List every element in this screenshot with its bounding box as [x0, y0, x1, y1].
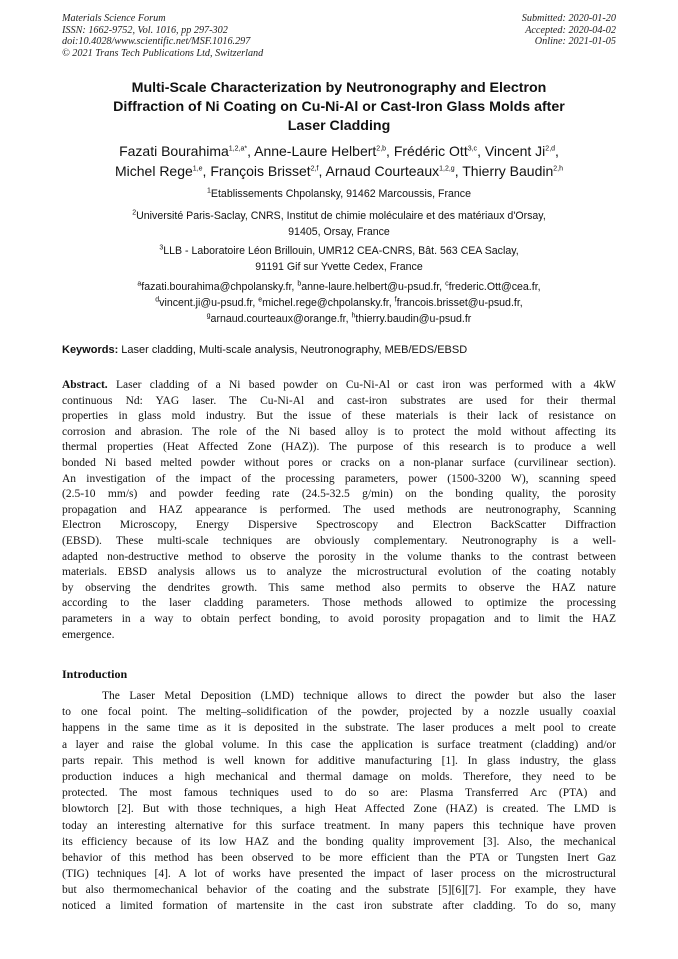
- journal-copyright: © 2021 Trans Tech Publications Ltd, Switzerland: [62, 47, 264, 59]
- author: Fazati Bourahima$^{1,2,a*}$,: [119, 143, 255, 159]
- email-line: $^d$vincent.ji@u-psud.fr, $^e$michel.rege@chpolansky.fr, $^f$francois.brisset@u-psud.fr,: [155, 296, 523, 309]
- email-link[interactable]: frederic.Ott@cea.fr,: [448, 281, 541, 293]
- intro-line: behavior of this method has been observed to be more efficient than the PTA or Tungsten Inert Gaz: [62, 851, 616, 864]
- abstract-line: An investigation of the impact of the processing parameters, power (1500-3200 W), scanning speed: [62, 472, 616, 485]
- abstract: [62, 378, 616, 643]
- intro-line: to one focal point. The melting–solidification of the powder, projected by a nozzle usually coaxial: [62, 706, 616, 719]
- author: Vincent Ji$^{2,d}$,: [484, 143, 559, 159]
- affiliation: $^2$Université Paris-Saclay, CNRS, Institut de chimie moléculaire et des matériaux d'Orsay, 91405, Orsay, France: [132, 209, 546, 238]
- keywords-text: Laser cladding, Multi-scale analysis, Neutronography, MEB/EDS/EBSD: [118, 344, 468, 356]
- intro-line: happens in the same time as it is deposited in the substrate. The laser produces a melt pool to create: [62, 722, 616, 735]
- journal-doi: doi:10.4028/www.scientific.net/MSF.1016.297: [62, 36, 251, 48]
- section-heading: Introduction: [62, 667, 128, 681]
- email-link[interactable]: fazati.bourahima@chpolansky.fr,: [141, 281, 298, 293]
- author: Michel Rege$^{1,e}$,: [114, 163, 211, 179]
- abstract-line: (EBSD). These multi-scale techniques are obviously complementary. Neutronography is a well-: [62, 534, 616, 547]
- email-link[interactable]: arnaud.courteaux@orange.fr,: [210, 313, 352, 325]
- title-line: Diffraction of Ni Coating on Cu-Ni-Al or Cast-Iron Glass Molds after: [113, 99, 565, 115]
- accepted-date: Accepted: 2020-04-02: [525, 24, 616, 36]
- abstract-line: Abstract. Laser cladding of a Ni based powder on Cu-Ni-Al or cast iron was performed with a 4kW: [62, 379, 616, 391]
- author-list: [40, 141, 638, 181]
- introduction-body: [62, 688, 616, 915]
- intro-line: production induces a high mechanical and thermal damage on molds. Therefore, they need to be: [62, 770, 616, 783]
- keywords: [62, 343, 616, 358]
- abstract-line: properties in glass mold industry. But the issue of these materials is their lack of resistance on: [62, 410, 616, 423]
- author: Thierry Baudin$^{2,h}$: [462, 163, 564, 179]
- email-link[interactable]: michel.rege@chpolansky.fr,: [262, 297, 395, 309]
- intro-line: protected. The most famous techniques used to do so are: Plasma Transferred Arc (PTA) and: [62, 787, 616, 800]
- author: Anne-Laure Helbert$^{2,b}$,: [254, 143, 394, 159]
- keywords-label: Keywords:: [62, 344, 119, 356]
- online-date: Online: 2021-01-05: [534, 36, 616, 48]
- title-line: Laser Cladding: [287, 118, 391, 134]
- abstract-line: parameters in a way to obtain perfect bonding, to avoid porosity propagation and to limit the HAZ: [62, 612, 616, 625]
- abstract-line: (2.5-10 mm/s) and powder feeding rate (24.5-32.5 g/min) on the bonding quality, the porosity: [62, 488, 616, 501]
- abstract-line: propagation and HAZ appearance is performed. The used methods are neutronography, Scanning: [62, 503, 616, 516]
- author: Arnaud Courteaux$^{1,2,g}$,: [325, 163, 463, 179]
- abstract-line: emergence.: [62, 628, 115, 641]
- intro-line: The Laser Metal Deposition (LMD) technique allows to direct the powder but also the laser: [102, 690, 616, 702]
- email-link[interactable]: anne-laure.helbert@u-psud.fr,: [301, 281, 446, 293]
- email-line: $^g$arnaud.courteaux@orange.fr, $^h$thierry.baudin@u-psud.fr: [206, 312, 472, 325]
- author-line: [40, 141, 638, 161]
- dates-header: [522, 13, 616, 48]
- intro-line: today an interesting alternative for this surface treatment. In many papers this technique have proven: [62, 819, 616, 832]
- abstract-line: according to the laser cladding parameters. Those methods allowed to optimize the processing: [62, 597, 616, 610]
- abstract-line: Electron Microscopy, Energy Dispersive Spectroscopy and Electron BackScatter Diffraction: [62, 519, 616, 532]
- journal-name: Materials Science Forum: [62, 13, 166, 24]
- paper-title: [62, 79, 616, 136]
- abstract-label: Abstract.: [62, 379, 108, 391]
- author: Frédéric Ott$^{3,c}$,: [393, 143, 485, 159]
- intro-line: its efficiency because of its low HAZ and the bonding quality improvement [3]. Also, the mechanical: [62, 835, 616, 848]
- email-link[interactable]: vincent.ji@u-psud.fr,: [159, 297, 259, 309]
- intro-line: (TIG) techniques [4]. A lot of works have presented the impact of laser process on the microstructural: [62, 868, 616, 881]
- email-list: [40, 279, 638, 327]
- abstract-line: continuous Nd: YAG laser. The Cu-Ni-Al and cast-iron substrates are used for their thermal: [62, 394, 616, 407]
- abstract-line: bonded Ni based melted powder without pores or cracks on a non-planar surface (curvilinear section).: [62, 456, 616, 469]
- intro-line: but also thermomechanical behavior of the coating and the substrate [5][6][7]. For example, they have: [62, 884, 616, 897]
- journal-header: [62, 13, 263, 59]
- intro-line: parts repair. This method is well known for additive manufacturing [1]. In glass industry, the glass: [62, 754, 616, 767]
- intro-line: noticed a limited formation of martensite in the cast iron substrate after cladding. To do so, many: [62, 900, 616, 913]
- intro-line: blowtorch [2]. But with those techniques, a high Heat Affected Zone (HAZ) is created. The LMD is: [62, 803, 616, 816]
- submitted-date: Submitted: 2020-01-20: [521, 13, 616, 24]
- affiliation: $^1$Etablissements Chpolansky, 91462 Marcoussis, France: [207, 187, 471, 200]
- abstract-line: thermal properties (Heat Affected Zone (HAZ)). The purpose of this research is to produce a well: [62, 441, 616, 454]
- title-line: Multi-Scale Characterization by Neutronography and Electron: [131, 80, 547, 96]
- email-link[interactable]: francois.brisset@u-psud.fr,: [396, 297, 523, 309]
- email-line: $^a$fazati.bourahima@chpolansky.fr, $^b$anne-laure.helbert@u-psud.fr, $^c$frederic.Ott@cea.fr,: [137, 280, 541, 293]
- author: François Brisset$^{2,f}$,: [210, 163, 326, 179]
- abstract-line: corrosion and abrasion. The role of the Ni based alloy is to protect the mold without affecting its: [62, 425, 616, 438]
- journal-issn: ISSN: 1662-9752, Vol. 1016, pp 297-302: [62, 24, 228, 36]
- abstract-line: adapted non-destructive method to observe the porosity in the volume thanks to the contrast between: [62, 550, 616, 563]
- abstract-line: by observing the dendrites growth. This same method also permits to observe the HAZ nature: [62, 581, 616, 594]
- intro-line: a layer and raise the global volume. In this case the application is surface treatment (cladding) and/or: [62, 738, 616, 751]
- author-line: [40, 161, 638, 181]
- abstract-line: materials. EBSD analysis allows us to analyze the microstructural evolution of the coating notably: [62, 566, 616, 579]
- affiliation: $^3$LLB - Laboratoire Léon Brillouin, UMR12 CEA-CNRS, Bât. 563 CEA Saclay, 91191 Gif sur Yvette Cedex, France: [159, 244, 519, 273]
- email-link[interactable]: thierry.baudin@u-psud.fr: [355, 313, 472, 325]
